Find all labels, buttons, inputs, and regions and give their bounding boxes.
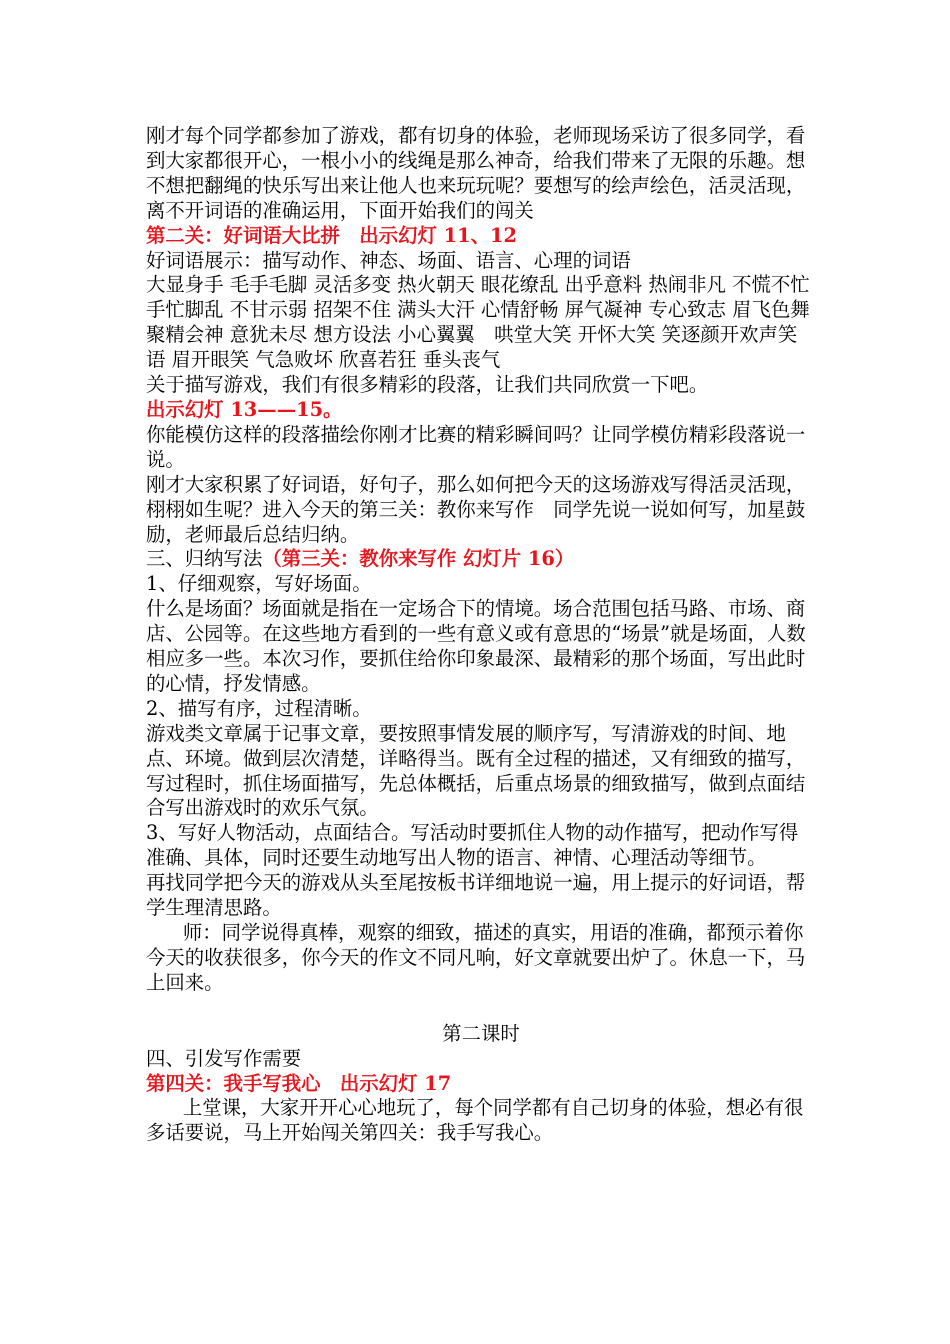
- paragraph-retell: 再找同学把今天的游戏从头至尾按板书详细地说一遍，用上提示的好词语，帮学生理清思路。: [146, 871, 806, 920]
- level-two-heading: 第二关：好词语大比拼 出示幻灯 11、12: [146, 223, 517, 247]
- intro-paragraph: 刚才每个同学都参加了游戏，都有切身的体验，老师现场采访了很多同学，看到大家都很开心，一根小小的线绳是那么神奇，给我们带来了无限的乐趣。想不想把翻绳的快乐写出来让他人也来玩玩呢？要想写的绘声绘色，活灵活现，离不开词语的准确运用，下面开始我们的闯关: [146, 124, 806, 222]
- level-four-heading: 第四关：我手写我心 出示幻灯 17: [146, 1071, 452, 1095]
- method-two-title: 2、描写有序，过程清晰。: [146, 696, 372, 720]
- section-three-title: 三、归纳写法: [146, 547, 263, 571]
- level-three-heading: （第三关：教你来写作 幻灯片 16）: [262, 547, 575, 571]
- slides-13-15-heading: 出示幻灯 13——15。: [146, 397, 343, 421]
- lesson-two-title: 第二课时: [442, 1021, 520, 1045]
- word-display-intro: 好词语展示：描写动作、神态、场面、语言、心理的词语: [146, 248, 631, 272]
- spacer: [146, 996, 816, 1022]
- document-body: [146, 124, 816, 1146]
- paragraph-imitate: 你能模仿这样的段落描绘你刚才比赛的精彩瞬间吗？让同学模仿精彩段落说一说。: [146, 422, 806, 471]
- level-four-intro: 上堂课，大家开开心心地玩了，每个同学都有自己切身的体验，想必有很多话要说，马上开始闯关第四关：我手写我心。: [146, 1096, 804, 1145]
- method-one-body: 什么是场面？场面就是指在一定场合下的情境。场合范围包括马路、市场、商店、公园等。在这些地方看到的一些有意义或有意思的“场景”就是场面，人数相应多一些。本次习作，要抓住给你印象最深、最精彩的那个场面，写出此时的心情，抒发情感。: [146, 597, 806, 695]
- paragraph-level-three-intro: 刚才大家积累了好词语，好句子，那么如何把今天的这场游戏写得活灵活现，栩栩如生呢？进入今天的第三关：教你来写作 同学先说一说如何写，加星鼓励，老师最后总结归纳。: [146, 472, 806, 546]
- paragraph-appreciate: 关于描写游戏，我们有很多精彩的段落，让我们共同欣赏一下吧。: [146, 373, 709, 397]
- section-three-heading: [146, 547, 816, 572]
- teacher-comment: 师：同学说得真棒，观察的细致，描述的真实，用语的准确，都预示着你今天的收获很多，你今天的作文不同凡响，好文章就要出炉了。休息一下，马上回来。: [146, 921, 806, 994]
- section-four-heading: 四、引发写作需要: [146, 1046, 302, 1070]
- method-two-body: 游戏类文章属于记事文章，要按照事情发展的顺序写，写清游戏的时间、地点、环境。做到层次清楚，详略得当。既有全过程的描述，又有细致的描写，写过程时，抓住场面描写，先总体概括，后重点场景的细致描写，做到点面结合写出游戏时的欢乐气氛。: [146, 721, 806, 820]
- method-three: 3、写好人物活动，点面结合。写活动时要抓住人物的动作描写，把动作写得准确、具体，同时还要生动地写出人物的语言、神情、心理活动等细节。: [146, 821, 799, 870]
- word-list: 大显身手 毛手毛脚 灵活多变 热火朝天 眼花缭乱 出乎意料 热闹非凡 不慌不忙 手忙脚乱 不甘示弱 招架不住 满头大汗 心情舒畅 屏气凝神 专心致志 眉飞色舞 聚精会神 意犹未尽 想方设法 小心翼翼 哄堂大笑 开怀大笑 笑逐颜开欢声笑语 眉开眼笑 气急败坏 欣喜若狂 垂头丧气: [146, 273, 810, 372]
- method-one-title: 1、仔细观察，写好场面。: [146, 572, 372, 596]
